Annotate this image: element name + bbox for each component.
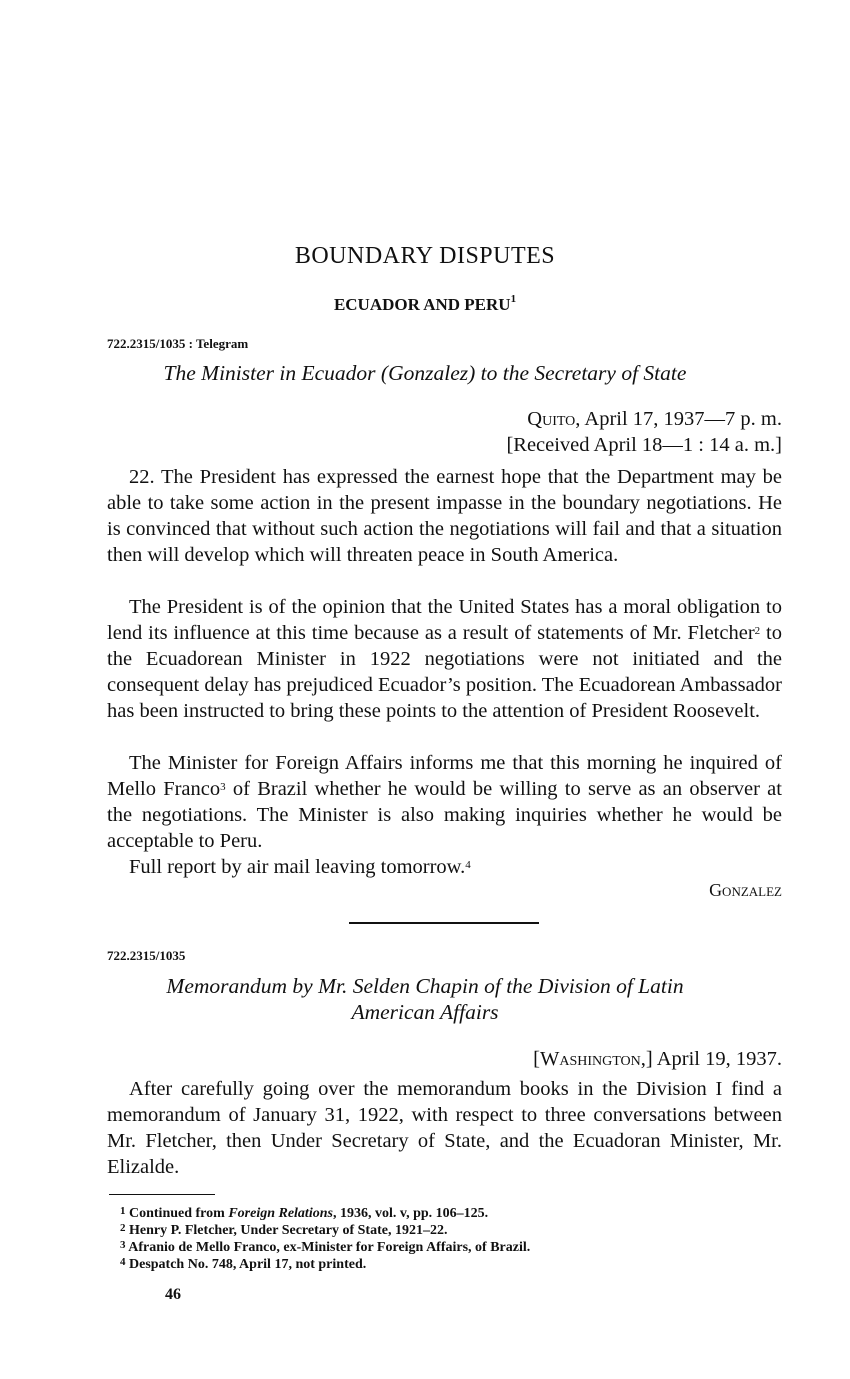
footnote-ref-4: 4 [465, 859, 471, 871]
doc2-dateline [533, 1046, 782, 1072]
doc1-paragraph-2 [107, 594, 782, 724]
footnote-ref-3: 3 [220, 781, 226, 793]
footnote-divider [109, 1194, 215, 1195]
doc1-dateline [527, 406, 782, 432]
footnote-3 [120, 1239, 530, 1256]
doc1-paragraph-1: 22. The President has expressed the earnest hope that the Department may be able to take some action in the present impasse in the boundary negotiations. He is convinced that without such action the negotiations will fail and that a situation then will develop which will threaten peace in South America. [107, 466, 782, 566]
footnote-1-number: 1 [120, 1205, 126, 1217]
doc1-p2-part-b: to the Ecuadorean Minister in 1922 negotiations were not initiated and the consequent delay has prejudiced Ecuador’s position. The Ecuadorean Ambassador has been instructed to bring these points to the attention of President Roosevelt. [107, 622, 782, 722]
file-number-2: 722.2315/1035 [107, 948, 186, 963]
doc2-heading-line-1: Memorandum by Mr. Selden Chapin of the Division of Latin [166, 974, 684, 998]
doc1-p4-text: Full report by air mail leaving tomorrow. [129, 856, 466, 878]
doc1-paragraph-3 [107, 750, 782, 854]
footnote-2-number: 2 [120, 1222, 126, 1234]
subtitle-text: ECUADOR AND PERU [333, 295, 511, 314]
doc2-place: [Washington,] [533, 1048, 653, 1070]
footnote-2 [120, 1222, 447, 1239]
footnote-3-number: 3 [120, 1239, 126, 1251]
doc1-received: [Received April 18—1 : 14 a. m.] [506, 434, 782, 456]
doc1-heading: The Minister in Ecuador (Gonzalez) to the Secretary of State [163, 361, 687, 385]
doc1-p3-part-a: The Minister for Foreign Affairs informs me that this morning he inquired of Mello Franco [107, 752, 782, 800]
doc1-date: , April 17, 1937—7 p. m. [575, 408, 782, 430]
footnote-ref-2: 2 [754, 625, 761, 637]
footnote-4-number: 4 [120, 1256, 126, 1268]
doc2-heading-line-2: American Affairs [351, 1000, 499, 1024]
footnote-ref-1: 1 [510, 293, 517, 305]
footnote-1-italic: Foreign Relations [228, 1206, 333, 1221]
doc1-p3-part-b: of Brazil whether he would be willing to serve as an observer at the negotiations. The Minister is also making inquiries whether he would be acceptable to Peru. [107, 778, 782, 852]
file-number-1: 722.2315/1035 : Telegram [107, 336, 249, 351]
footnote-1-pre: Continued from [129, 1206, 229, 1221]
footnote-2-text: Henry P. Fletcher, Under Secretary of State, 1921–22. [129, 1223, 448, 1238]
doc1-place: Quito [527, 408, 576, 430]
page-number: 46 [165, 1286, 181, 1303]
doc1-signature: Gonzalez [709, 880, 782, 900]
footnote-1 [120, 1205, 488, 1222]
page-subtitle [0, 295, 850, 315]
section-divider [349, 922, 539, 924]
doc2-date: April 19, 1937. [652, 1048, 782, 1070]
footnote-4 [120, 1256, 366, 1273]
footnote-1-post: , 1936, vol. v, pp. 106–125. [332, 1206, 489, 1221]
doc2-paragraph-1: After carefully going over the memorandum books in the Division I find a memorandum of January 31, 1922, with respect to three conversations between Mr. Fletcher, then Under Secretary of State, and the Ecuadoran Minister, Mr. Elizalde. [107, 1078, 782, 1178]
footnote-4-text: Despatch No. 748, April 17, not printed. [129, 1257, 367, 1272]
doc1-p2-part-a: The President is of the opinion that the United States has a moral obligation to lend its influence at this time because as a result of statements of Mr. Fletcher [107, 596, 782, 644]
doc1-paragraph-4 [107, 854, 782, 880]
footnote-3-text: Afranio de Mello Franco, ex-Minister for Foreign Affairs, of Brazil. [128, 1240, 531, 1255]
page-title: BOUNDARY DISPUTES [294, 243, 556, 269]
